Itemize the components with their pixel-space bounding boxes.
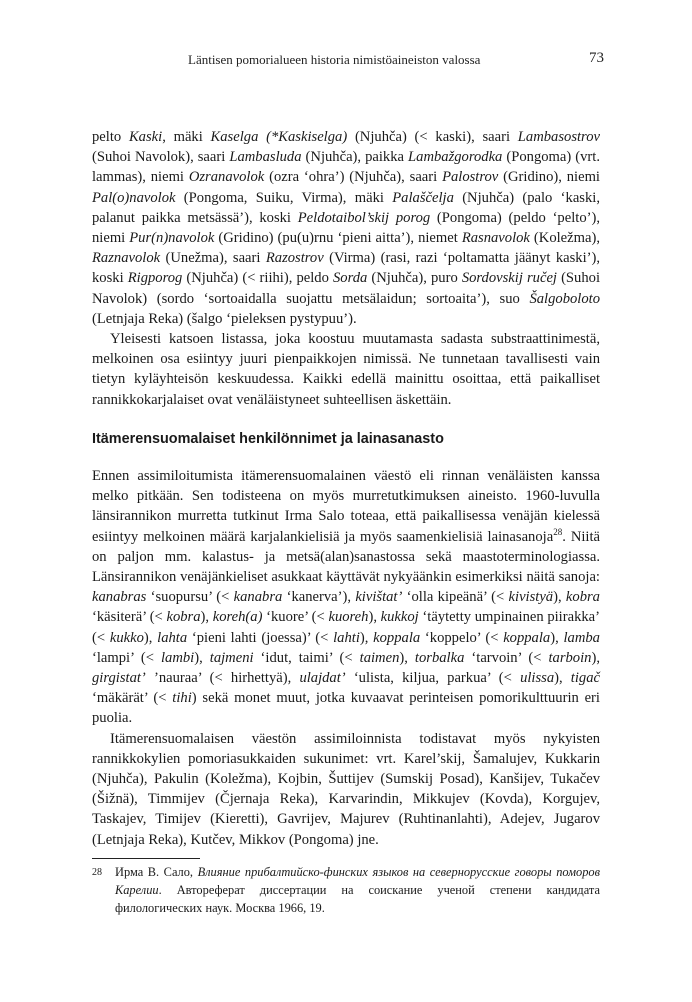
italic-term: Kaselga (*Kaskiselga) [210,129,348,145]
text-run: (Gridino) (pu(u)rnu ‘pieni aitta’), niemet [214,230,462,247]
italic-term: kobra [565,589,600,606]
text-run: Itämerensuomalaisen väestön assimiloinnista todistavat myös nykyisten rannikkokylien pomoriasukkaiden sukunimet: vrt. Karel’skij, Šamalujev, Kukkarin (Njuhča), Pakulin (Koležma), Kojbin, Šuttijev (Sumskij Posad), Kanšijev, Tukačev (Šižnä), Timmijev (Čjernaja Reka), Karvarindin, Mikkujev (Kovda), Korgujev, Taskajev, Timijev (Kieretti), Gavrijev, Majurev (Ruhtinanlahti), Adejev, Jugarov (Letnjaja Reka), Kutčev, Mikkov (Pongoma) jne. [92,730,600,848]
italic-term: Sorda [332,270,368,287]
italic-term: Palostrov [442,169,499,186]
italic-term: lamba [563,629,600,646]
footnote-number: 28 [92,867,102,878]
text-run: ‘idut, taimi’ (< [253,649,360,666]
text-run: ), [550,629,564,646]
italic-term: Palaščelja [392,189,454,206]
italic-term: Pal(o)navolok [92,189,176,206]
italic-term: Sordovskij ručej [461,270,557,287]
italic-term: koppala [373,629,421,646]
text-run: ’nauraa’ (< hirhettyä), [145,670,300,687]
text-run: (Suhoi Navolok), saari [92,149,230,166]
text-run: ‘pieni lahti (joessa)’ (< [187,629,334,646]
text-run: . Niitä on paljon mm. kalastus- ja metsä(alan)sanastossa sekä maastoterminologiassa. Länsirannikon venäjänkieliset asukkaat käyttävät nykyäänkin esimerkiksi näitä sanoja: [92,528,600,586]
text-run: ‘käsiterä’ (< [92,609,167,626]
text-run: ‘lampi’ (< [92,649,161,666]
text-run: (Njuhča) (< kaski), saari [347,129,518,145]
text-run: Ennen assimiloitumista itämerensuomalainen väestö eli rinnan venäläisten kanssa melko pitkään. Sen todisteena on myös murretutkimuksen aineisto. 1960-luvulla länsirannikon murretta tutkinut Irma Salo toteaa, että paikallisessa venäjän kielessä esiintyy melkoinen määrä karjalankielisiä ja myös saamenkielisiä lainasanoja [92,468,600,545]
italic-term: kobra [166,609,201,626]
running-title: Läntisen pomorialueen historia nimistöaineiston valossa [188,52,481,67]
italic-term: tihi [172,690,192,707]
italic-term: kanabra [233,589,283,606]
text-run: ), [368,609,381,626]
footnote-text [92,863,600,918]
text-run: ), [194,649,210,666]
text-run: ), [591,649,600,666]
footnote-divider [92,858,200,859]
text-run: (Njuhča), paikka [301,149,409,166]
italic-term: Lambažgorodka [408,149,503,166]
page-number: 73 [589,50,604,66]
text-run: ‘suopursu’ (< [146,589,234,606]
text-run: ), [200,609,213,626]
italic-term: kukko [109,629,144,646]
italic-term: ulajdat’ [299,670,346,687]
text-run: (Koležma), [529,230,600,247]
text-run: ‘koppelo’ (< [420,629,504,646]
italic-term: Kaski [128,129,163,145]
footnote-title: Влияние прибалтийско-финских языков на севернорусские говоры поморов Карелии [115,865,600,898]
text-run: (Njuhča) (< riihi), peldo [182,270,333,287]
text-run: (Unežma), saari [160,250,266,267]
italic-term: torbalka [414,649,465,666]
italic-term: Lambasostrov [517,129,600,145]
text-run: (Pongoma) (peldo ‘pelto’), niemi [92,209,600,247]
italic-term: Šalgoboloto [529,290,600,307]
italic-term: girgistat’ [92,670,146,687]
paragraph [92,466,600,729]
italic-term: kuoreh [328,609,369,626]
italic-term: kivištat’ [355,589,403,606]
italic-term: Rigporog [127,270,183,287]
text-run: ‘kuore’ (< [262,609,329,626]
italic-term: Lambasluda [229,149,302,166]
italic-term: taimen [359,649,400,666]
italic-term: koppala [503,629,551,646]
footnote-reference: 28 [553,526,563,537]
italic-term: Raznavolok [92,250,161,267]
italic-term: koreh(a) [212,609,263,626]
text-run: ), [554,670,571,687]
text-run: ‘kanerva’), [282,589,356,606]
paragraph [92,127,600,329]
text-run: ), [399,649,415,666]
italic-term: Pur(n)navolok [129,230,215,247]
italic-term: lahta [157,629,188,646]
italic-term: kanabras [92,589,147,606]
text-run: ), [553,589,566,606]
italic-term: kukkoj [380,609,419,626]
text-run: ‘tarvoin’ (< [464,649,549,666]
section-heading: Itämerensuomalaiset henkilönnimet ja lainasanasto [92,431,444,447]
footnote-author: Ирма В. Сало, [115,865,198,879]
italic-term: lahti [333,629,360,646]
footnote [92,863,600,918]
text-run: (Pongoma, Suiku, Virma), mäki [175,189,393,206]
text-run: pelto [92,129,129,145]
text-run: (Njuhča), puro [367,270,462,287]
text-run: (Letnjaja Reka) (šalgo ‘pieleksen pystypuu’). [92,310,357,327]
text-run: ‘täytetty umpinainen piirakka’ (< [92,609,600,646]
text-run: , mäki [162,129,211,145]
italic-term: tarboin [548,649,592,666]
text-run: ) sekä monet muut, jotka kuvaavat perinteisen pomorikulttuurin eri puolia. [92,690,600,727]
italic-term: kivistyä [508,589,554,606]
text-run: ‘mäkärät’ (< [92,690,173,707]
italic-term: Rasnavolok [461,230,530,247]
text-run: ‘olla kipeänä’ (< [402,589,509,606]
body-text-block-2 [92,466,600,850]
footnote-rest: . Автореферат диссертации на соискание ученой степени кандидата филологических наук. Москва 1966, 19. [115,883,600,916]
paragraph [92,329,600,410]
text-run: Yleisesti katsoen listassa, joka koostuu muutamasta sadasta substraattinimestä, melkoinen osa esiintyy juuri pienpaikkojen nimissä. Ne tunnetaan tavallisesti vain tietyn kyläyhteisön keskuudessa. Kaikki edellä mainittu osoittaa, että paikalliset rannikkokarjalaiset ovat venäläistyneet suhteellisen äskettäin. [92,331,600,408]
italic-term: tajmeni [209,649,254,666]
text-run: ), [143,629,158,646]
italic-term: Razostrov [265,250,324,267]
text-run: (Gridino), niemi [498,169,600,186]
italic-term: Ozranavolok [188,169,265,186]
text-run: (Njuhča) (palo ‘kaski, palanut paikka metsässä’), koski [92,189,600,226]
body-text-block-1 [92,127,600,410]
italic-term: Peldotaibol’skij porog [297,209,431,226]
italic-term: tigač [570,670,600,687]
italic-term: lambi [160,649,195,666]
paragraph [92,729,600,850]
italic-term: ulissa [520,670,555,687]
text-run: (ozra ‘ohra’) (Njuhča), saari [264,169,443,186]
text-run: (Suhoi Navolok) (sordo ‘sortoaidalla suojattu metsälaidun; sortoaita’), suo [92,270,600,307]
text-run: (Virma) (rasi, razi ‘poltamatta jäänyt kaski’), koski [92,250,600,287]
text-run: ), [359,629,374,646]
text-run: (Pongoma) (vrt. lammas), niemi [92,149,600,186]
text-run: ‘ulista, kiljua, parkua’ (< [345,670,521,687]
